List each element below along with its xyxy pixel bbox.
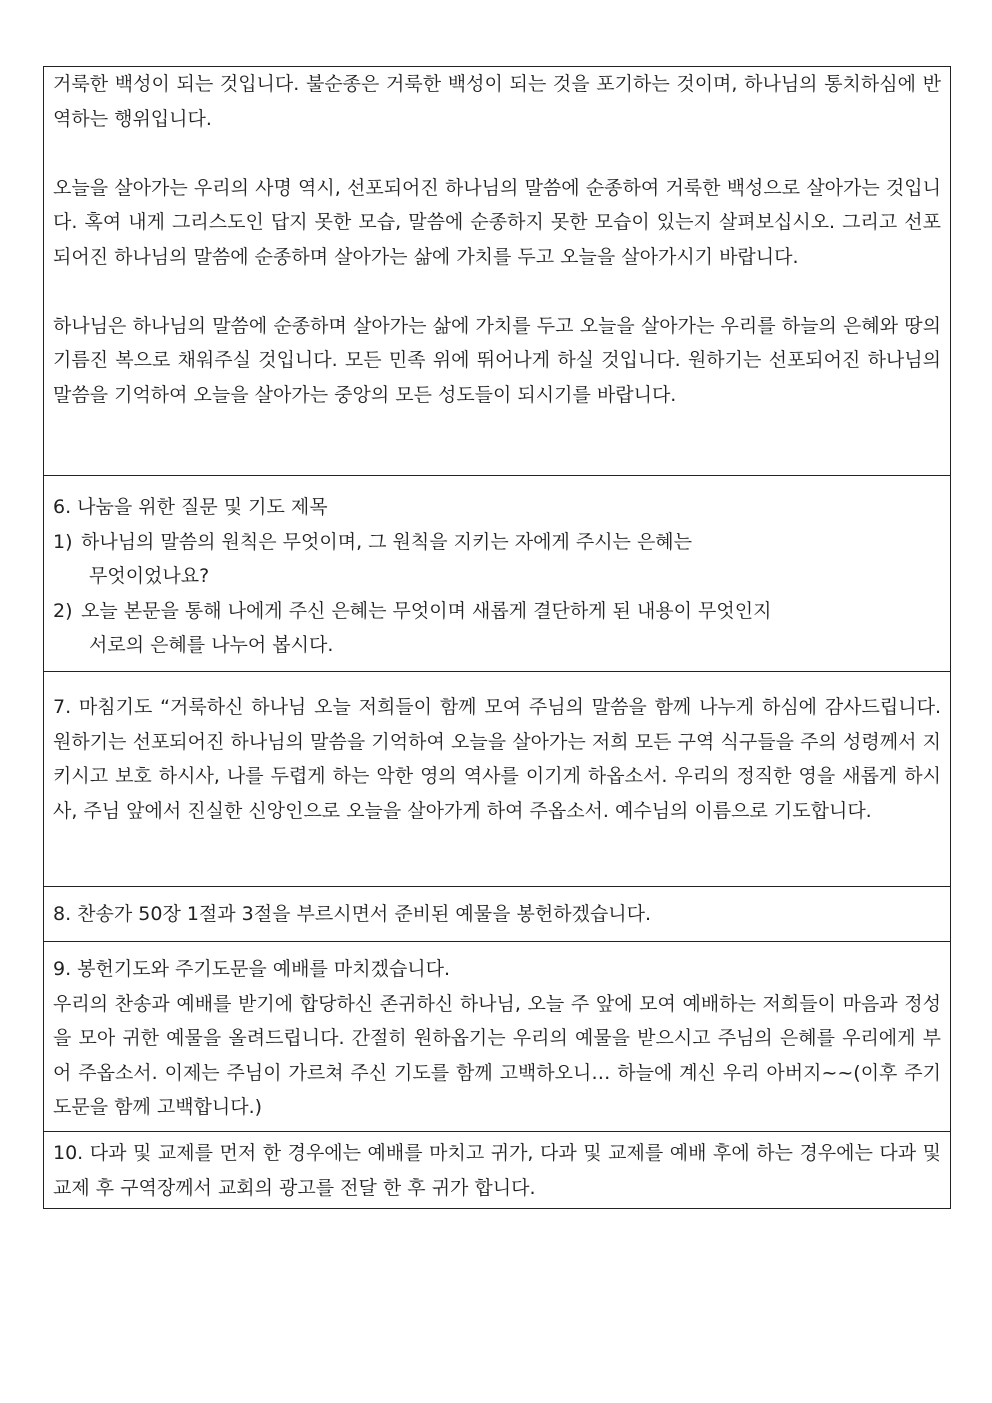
paragraph-spacer xyxy=(53,136,941,171)
sermon-paragraph-1: 거룩한 백성이 되는 것입니다. 불순종은 거룩한 백성이 되는 것을 포기하는 것이며, 하나님의 통치하심에 반역하는 행위입니다. xyxy=(53,73,941,130)
closing-notice-cell xyxy=(44,1131,950,1208)
offering-prayer-heading: 9. 봉헌기도와 주기도문을 예배를 마치겠습니다. xyxy=(53,958,451,980)
paragraph-spacer xyxy=(53,274,941,309)
hymn-offering-cell xyxy=(44,886,950,941)
sharing-questions-cell xyxy=(44,475,950,671)
question-1-text-line2: 무엇이었나요? xyxy=(89,565,210,587)
sermon-conclusion-cell xyxy=(44,67,950,475)
sermon-paragraph-2: 오늘을 살아가는 우리의 사명 역시, 선포되어진 하나님의 말씀에 순종하여 거룩한 백성으로 살아가는 것입니다. 혹여 내게 그리스도인 답지 못한 모습, 말씀에 순종하지 못한 모습이 있는지 살펴보십시오. 그리고 선포되어진 하나님의 말씀에 순종하며 살아가는 삶에 가치를 두고 오늘을 살아가시기 바랍니다. xyxy=(53,176,941,268)
question-2-text-line1: 오늘 본문을 통해 나에게 주신 은혜는 무엇이며 새롭게 결단하게 된 내용이 무엇인지 xyxy=(81,599,772,622)
sermon-paragraph-3: 하나님은 하나님의 말씀에 순종하며 살아가는 삶에 가치를 두고 오늘을 살아가는 우리를 하늘의 은혜와 땅의 기름진 복으로 채워주실 것입니다. 모든 민족 위에 뛰어나게 하실 것입니다. 원하기는 선포되어진 하나님의 말씀을 기억하여 오늘을 살아가는 중앙의 모든 성도들이 되시기를 바랍니다. xyxy=(53,314,941,406)
question-1-text-line1: 하나님의 말씀의 원칙은 무엇이며, 그 원칙을 지키는 자에게 주시는 은혜는 xyxy=(81,530,693,553)
offering-prayer-cell xyxy=(44,941,950,1131)
question-2-number: 2) xyxy=(53,599,73,622)
worship-guide-table xyxy=(43,66,951,1209)
closing-notice-text: 10. 다과 및 교제를 먼저 한 경우에는 예배를 마치고 귀가, 다과 및 교제를 예배 후에 하는 경우에는 다과 및 교제 후 구역장께서 교회의 광고를 전달 한 후 귀가 합니다. xyxy=(53,1142,941,1199)
sharing-questions-heading: 6. 나눔을 위한 질문 및 기도 제목 xyxy=(53,496,328,518)
closing-prayer-text: 7. 마침기도 “거룩하신 하나님 오늘 저희들이 함께 모여 주님의 말씀을 함께 나누게 하심에 감사드립니다. 원하기는 선포되어진 하나님의 말씀을 기억하여 오늘을 살아가는 저희 모든 구역 식구들을 주의 성령께서 지키시고 보호 하시사, 나를 두렵게 하는 악한 영의 역사를 이기게 하옵소서. 우리의 정직한 영을 새롭게 하시사, 주님 앞에서 진실한 신앙인으로 오늘을 살아가게 하여 주옵소서. 예수님의 이름으로 기도합니다. xyxy=(53,696,941,822)
question-1 xyxy=(53,525,941,560)
question-1-number: 1) xyxy=(53,530,73,553)
question-2-text-line2: 서로의 은혜를 나누어 봅시다. xyxy=(89,634,334,656)
question-2 xyxy=(53,594,941,629)
offering-prayer-text: 우리의 찬송과 예배를 받기에 합당하신 존귀하신 하나님, 오늘 주 앞에 모여 예배하는 저희들이 마음과 정성을 모아 귀한 예물을 올려드립니다. 간절히 원하옵기는 우리의 예물을 받으시고 주님의 은혜를 우리에게 부어 주옵소서. 이제는 주님이 가르쳐 주신 기도를 함께 고백하오니… 하늘에 계신 우리 아버지~~(이후 주기도문을 함께 고백합니다.) xyxy=(53,992,941,1118)
closing-prayer-cell xyxy=(44,671,950,886)
hymn-offering-text: 8. 찬송가 50장 1절과 3절을 부르시면서 준비된 예물을 봉헌하겠습니다. xyxy=(53,903,652,925)
